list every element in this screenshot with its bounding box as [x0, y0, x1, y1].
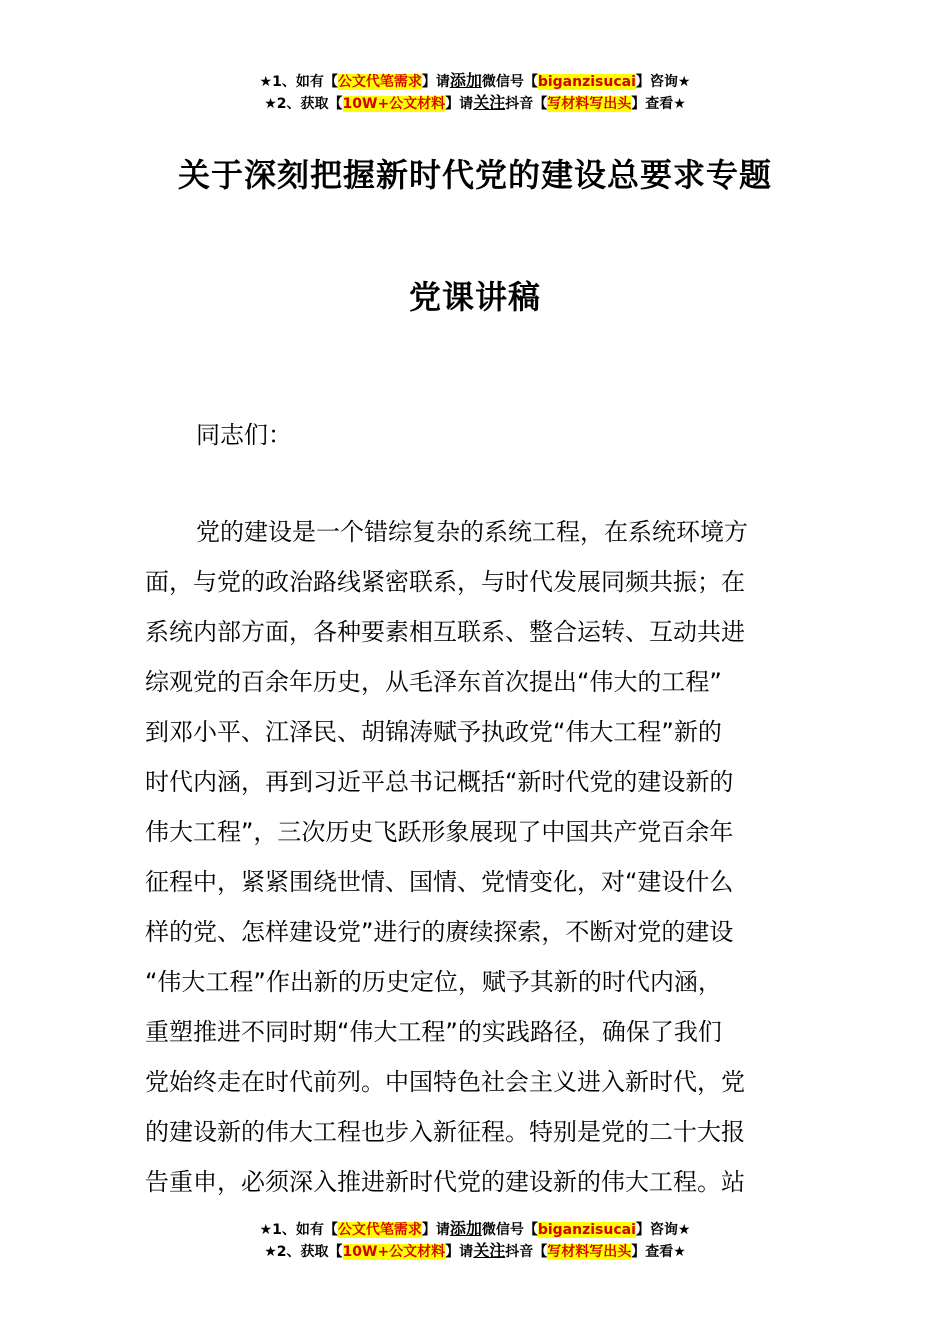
banner-highlight: 公文代笔需求: [337, 74, 422, 90]
banner-text: 微信号【: [481, 1222, 538, 1238]
banner-text: ★2、获取【: [264, 1244, 343, 1260]
greeting: 同志们：: [196, 421, 292, 449]
banner-highlight: biganzisucai: [537, 1222, 636, 1238]
banner-highlight: 公文代笔需求: [337, 1222, 422, 1238]
document-title-continued: 党课讲稿: [408, 278, 541, 316]
banner-line-1: [0, 1218, 950, 1240]
banner-text: 】请: [421, 1222, 450, 1238]
banner-text: ★2、获取【: [264, 96, 343, 112]
banner-line-2: [0, 92, 950, 114]
banner-underlined: 添加: [449, 71, 482, 90]
header-banner: [0, 70, 950, 114]
banner-text: 】请: [445, 1244, 474, 1260]
body-line: 样的党、怎样建设党”进行的赓续探索，不断对党的建设: [145, 918, 734, 946]
banner-text: 】查看★: [631, 96, 686, 112]
body-line: 系统内部方面，各种要素相互联系、整合运转、互动共进: [145, 618, 745, 646]
banner-highlight: 10W+公文材料: [342, 1244, 446, 1260]
banner-text: 】咨询★: [635, 74, 691, 90]
body-line: 党的建设是一个错综复杂的系统工程，在系统环境方: [196, 518, 748, 546]
body-line: 征程中，紧紧围绕世情、国情、党情变化，对“建设什么: [145, 868, 734, 896]
banner-text: ★1、如有【: [259, 1222, 338, 1238]
banner-highlight: biganzisucai: [537, 74, 636, 90]
banner-text: 抖音【: [505, 1244, 548, 1260]
body-line: 重塑推进不同时期“伟大工程”的实践路径，确保了我们: [145, 1018, 722, 1046]
banner-highlight: 写材料写出头: [547, 1244, 632, 1260]
banner-underlined: 关注: [473, 93, 506, 112]
banner-text: 】查看★: [631, 1244, 686, 1260]
document-title: 关于深刻把握新时代党的建设总要求专题: [177, 156, 772, 194]
body-line: 告重申，必须深入推进新时代党的建设新的伟大工程。站: [145, 1168, 745, 1196]
banner-text: 】请: [445, 96, 474, 112]
banner-underlined: 添加: [449, 1219, 482, 1238]
body-line: 时代内涵，再到习近平总书记概括“新时代党的建设新的: [145, 768, 734, 796]
body-line: 综观党的百余年历史，从毛泽东首次提出“伟大的工程”: [145, 668, 722, 696]
banner-text: 抖音【: [505, 96, 548, 112]
banner-line-1: [0, 70, 950, 92]
banner-text: ★1、如有【: [259, 74, 338, 90]
banner-line-2: [0, 1240, 950, 1262]
banner-text: 微信号【: [481, 74, 538, 90]
body-paragraph: [145, 512, 815, 1212]
banner-highlight: 写材料写出头: [547, 96, 632, 112]
body-line: 的建设新的伟大工程也步入新征程。特别是党的二十大报: [145, 1118, 745, 1146]
banner-text: 】请: [421, 74, 450, 90]
banner-highlight: 10W+公文材料: [342, 96, 446, 112]
banner-underlined: 关注: [473, 1241, 506, 1260]
body-line: 伟大工程”，三次历史飞跃形象展现了中国共产党百余年: [145, 818, 734, 846]
footer-banner: [0, 1218, 950, 1262]
body-line: “伟大工程”作出新的历史定位，赋予其新的时代内涵，: [145, 968, 722, 996]
banner-text: 】咨询★: [635, 1222, 691, 1238]
body-line: 面，与党的政治路线紧密联系，与时代发展同频共振；在: [145, 568, 745, 596]
body-line: 到邓小平、江泽民、胡锦涛赋予执政党“伟大工程”新的: [145, 718, 722, 746]
body-line: 党始终走在时代前列。中国特色社会主义进入新时代，党: [145, 1068, 745, 1096]
